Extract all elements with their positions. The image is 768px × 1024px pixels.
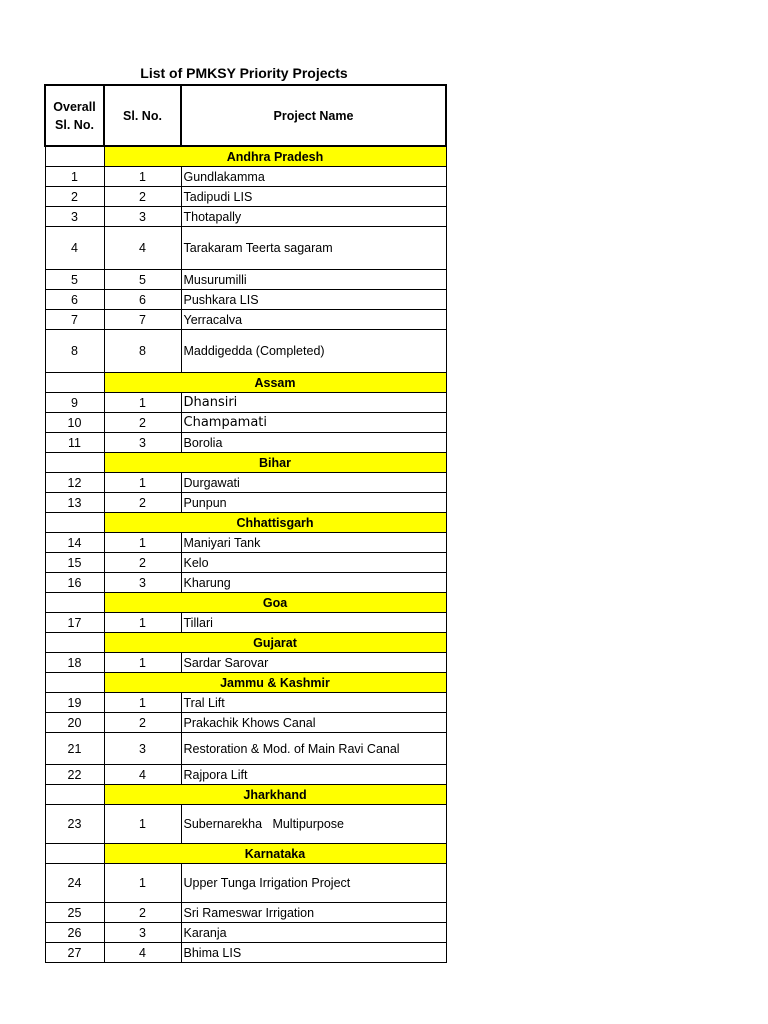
project-name-cell: Yerracalva: [181, 310, 446, 330]
state-row-blank-cell: [45, 844, 104, 864]
state-row-blank-cell: [45, 633, 104, 653]
overall-sl-no-cell: 15: [45, 553, 104, 573]
state-row-blank-cell: [45, 673, 104, 693]
overall-sl-no-cell: 26: [45, 923, 104, 943]
project-name-cell: Musurumilli: [181, 270, 446, 290]
table-row: [45, 923, 446, 943]
project-name-cell: Bhima LIS: [181, 943, 446, 963]
project-name-cell: Tadipudi LIS: [181, 187, 446, 207]
table-row: [45, 167, 446, 187]
sl-no-cell: 3: [104, 923, 181, 943]
state-name: Gujarat: [104, 633, 446, 653]
header-overall-sl-no: Overall Sl. No.: [45, 85, 104, 146]
overall-sl-no-cell: 18: [45, 653, 104, 673]
project-name-cell: Subernarekha Multipurpose: [181, 805, 446, 844]
overall-sl-no-cell: 16: [45, 573, 104, 593]
table-row: [45, 573, 446, 593]
sl-no-cell: 3: [104, 573, 181, 593]
overall-sl-no-cell: 10: [45, 413, 104, 433]
state-row: [45, 673, 446, 693]
project-name-cell: Tral Lift: [181, 693, 446, 713]
state-row-blank-cell: [45, 146, 104, 167]
project-name-cell: Restoration & Mod. of Main Ravi Canal: [181, 733, 446, 765]
table-row: [45, 903, 446, 923]
table-row: [45, 393, 446, 413]
project-name-cell: Pushkara LIS: [181, 290, 446, 310]
project-name-cell: Maddigedda (Completed): [181, 330, 446, 373]
overall-sl-no-cell: 25: [45, 903, 104, 923]
state-name: Chhattisgarh: [104, 513, 446, 533]
state-row: [45, 593, 446, 613]
table-header-row: [45, 85, 446, 146]
project-name-cell: Karanja: [181, 923, 446, 943]
project-name-cell: Maniyari Tank: [181, 533, 446, 553]
overall-sl-no-cell: 14: [45, 533, 104, 553]
table-row: [45, 330, 446, 373]
table-row: [45, 864, 446, 903]
projects-table: [44, 84, 447, 963]
overall-sl-no-cell: 8: [45, 330, 104, 373]
overall-sl-no-cell: 3: [45, 207, 104, 227]
state-row: [45, 844, 446, 864]
table-row: [45, 553, 446, 573]
project-name-cell: Tarakaram Teerta sagaram: [181, 227, 446, 270]
table-row: [45, 207, 446, 227]
table-row: [45, 943, 446, 963]
state-row-blank-cell: [45, 593, 104, 613]
state-row: [45, 513, 446, 533]
state-row: [45, 373, 446, 393]
sl-no-cell: 3: [104, 433, 181, 453]
page-title: List of PMKSY Priority Projects: [140, 65, 348, 81]
sl-no-cell: 1: [104, 533, 181, 553]
sl-no-cell: 2: [104, 713, 181, 733]
overall-sl-no-cell: 22: [45, 765, 104, 785]
overall-sl-no-cell: 20: [45, 713, 104, 733]
sl-no-cell: 2: [104, 413, 181, 433]
overall-sl-no-cell: 13: [45, 493, 104, 513]
sl-no-cell: 1: [104, 805, 181, 844]
state-row: [45, 633, 446, 653]
table-row: [45, 227, 446, 270]
header-sl-no: Sl. No.: [104, 85, 181, 146]
table-row: [45, 733, 446, 765]
state-name: Goa: [104, 593, 446, 613]
project-name-cell: Dhansiri: [181, 393, 446, 413]
project-name-cell: Sri Rameswar Irrigation: [181, 903, 446, 923]
project-name-cell: Sardar Sarovar: [181, 653, 446, 673]
table-row: [45, 473, 446, 493]
table-row: [45, 187, 446, 207]
state-row-blank-cell: [45, 453, 104, 473]
table-row: [45, 805, 446, 844]
sl-no-cell: 2: [104, 187, 181, 207]
overall-sl-no-cell: 27: [45, 943, 104, 963]
overall-sl-no-cell: 12: [45, 473, 104, 493]
table-row: [45, 310, 446, 330]
state-row-blank-cell: [45, 513, 104, 533]
table-row: [45, 433, 446, 453]
state-name: Assam: [104, 373, 446, 393]
sl-no-cell: 6: [104, 290, 181, 310]
sl-no-cell: 4: [104, 765, 181, 785]
table-row: [45, 693, 446, 713]
table-row: [45, 493, 446, 513]
state-row-blank-cell: [45, 785, 104, 805]
sl-no-cell: 1: [104, 393, 181, 413]
sl-no-cell: 1: [104, 653, 181, 673]
sl-no-cell: 1: [104, 613, 181, 633]
project-name-cell: Kharung: [181, 573, 446, 593]
overall-sl-no-cell: 9: [45, 393, 104, 413]
overall-sl-no-cell: 23: [45, 805, 104, 844]
overall-sl-no-cell: 1: [45, 167, 104, 187]
table-row: [45, 765, 446, 785]
project-name-cell: Gundlakamma: [181, 167, 446, 187]
state-name: Karnataka: [104, 844, 446, 864]
overall-sl-no-cell: 6: [45, 290, 104, 310]
state-name: Jharkhand: [104, 785, 446, 805]
state-row: [45, 785, 446, 805]
sl-no-cell: 8: [104, 330, 181, 373]
project-name-cell: Champamati: [181, 413, 446, 433]
sl-no-cell: 1: [104, 473, 181, 493]
state-row-blank-cell: [45, 373, 104, 393]
overall-sl-no-cell: 4: [45, 227, 104, 270]
sl-no-cell: 2: [104, 493, 181, 513]
sl-no-cell: 7: [104, 310, 181, 330]
table-row: [45, 533, 446, 553]
state-name: Bihar: [104, 453, 446, 473]
sl-no-cell: 2: [104, 903, 181, 923]
state-name: Jammu & Kashmir: [104, 673, 446, 693]
project-name-cell: Rajpora Lift: [181, 765, 446, 785]
table-row: [45, 290, 446, 310]
sl-no-cell: 1: [104, 693, 181, 713]
state-row: [45, 146, 446, 167]
table-row: [45, 613, 446, 633]
table-body: [45, 146, 446, 963]
overall-sl-no-cell: 7: [45, 310, 104, 330]
sl-no-cell: 4: [104, 227, 181, 270]
sl-no-cell: 2: [104, 553, 181, 573]
sl-no-cell: 3: [104, 733, 181, 765]
table-row: [45, 713, 446, 733]
sl-no-cell: 1: [104, 167, 181, 187]
state-name: Andhra Pradesh: [104, 146, 446, 167]
overall-sl-no-cell: 2: [45, 187, 104, 207]
overall-sl-no-cell: 21: [45, 733, 104, 765]
sl-no-cell: 1: [104, 864, 181, 903]
table-row: [45, 413, 446, 433]
project-name-cell: Borolia: [181, 433, 446, 453]
overall-sl-no-cell: 5: [45, 270, 104, 290]
project-name-cell: Punpun: [181, 493, 446, 513]
table-row: [45, 653, 446, 673]
project-name-cell: Tillari: [181, 613, 446, 633]
sl-no-cell: 4: [104, 943, 181, 963]
sl-no-cell: 3: [104, 207, 181, 227]
overall-sl-no-cell: 24: [45, 864, 104, 903]
project-name-cell: Durgawati: [181, 473, 446, 493]
sl-no-cell: 5: [104, 270, 181, 290]
table-row: [45, 270, 446, 290]
state-row: [45, 453, 446, 473]
overall-sl-no-cell: 17: [45, 613, 104, 633]
overall-sl-no-cell: 19: [45, 693, 104, 713]
project-name-cell: Kelo: [181, 553, 446, 573]
header-project-name: Project Name: [181, 85, 446, 146]
project-name-cell: Upper Tunga Irrigation Project: [181, 864, 446, 903]
project-name-cell: Prakachik Khows Canal: [181, 713, 446, 733]
overall-sl-no-cell: 11: [45, 433, 104, 453]
project-name-cell: Thotapally: [181, 207, 446, 227]
